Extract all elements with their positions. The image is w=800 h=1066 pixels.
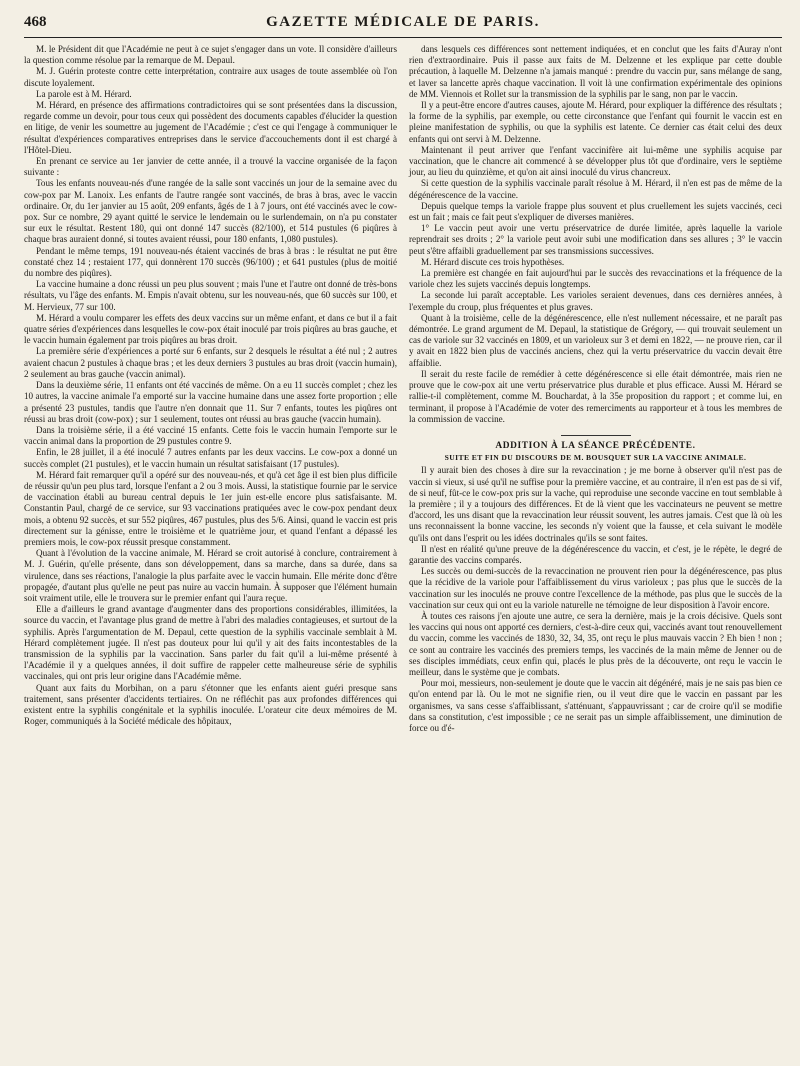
paragraph: Quant à la troisième, celle de la dégénérescence, elle n'est nullement nécessaire, et ne paraît pas démontrée. Le grand argument de M. Depaul, la statistique de Grégory, — qui trouvait seulement un cas de variole sur 32 vaccinés en 1809, et un varioleux sur 3 et demi en 1822, — ne prouve rien, car il y avait en 1822 bien plus de vaccinés anciens, chez qui la vertu préservatrice du vaccin devait être affaiblie. xyxy=(409,312,782,368)
paragraph: Il y a peut-être encore d'autres causes, ajoute M. Hérard, pour expliquer la différence des résultats ; la forme de la syphilis, par exemple, ou cette circonstance que l'enfant qui fournit le vaccin est en pleine manifestation de syphilis, ou que la syphilis est latente. Ce dernier cas était celui des deux enfants qui ont servi à M. Delzenne. xyxy=(409,100,782,144)
paragraph: La parole est à M. Hérard. xyxy=(36,88,132,99)
paragraph: Enfin, le 28 juillet, il a été inoculé 7 autres enfants par les deux vaccins. Le cow-pox a donné un succès complet (21 pustules), et le vaccin humain un résultat satisfaisant (17 pustules). xyxy=(24,447,397,469)
addition-text xyxy=(409,465,782,734)
page-header xyxy=(24,14,782,38)
paragraph: Maintenant il peut arriver que l'enfant vaccinifère ait lui-même une syphilis acquise par vaccination, que le chancre ait commencé à se développer plus tôt que d'ordinaire, vers le septième jour, au lieu du quinzième, et qu'on ait ainsi inoculé du virus chancreux. xyxy=(409,144,782,178)
left-column xyxy=(24,44,397,734)
paragraph: M. le Président dit que l'Académie ne peut à ce sujet s'engager dans un vote. Il considère d'ailleurs la question comme résolue par la remarque de M. Depaul. xyxy=(24,44,397,66)
paragraph: Quant aux faits du Morbihan, on a paru s'étonner que les enfants aient guéri presque sans traitement, sans présenter d'accidents tertiaires. On ne réfléchit pas aux profondes différences qui existent entre la syphilis congénitale et la syphilis inoculée. L'orateur cite deux mémoires de M. Roger, communiqués à la Société médicale des hôpitaux, xyxy=(24,682,397,727)
paragraph: Pour moi, messieurs, non-seulement je doute que le vaccin ait dégénéré, mais je ne sais pas bien ce qu'on entend par là. Ou le mot ne signifie rien, ou il veut dire que le vaccin en passant par les organismes, va sans cesse s'affaiblissant, s'atténuant, s'appauvrissant ; car de croire qu'il se modifie dans sa constitution, c'est impossible ; ce ne serait pas un simple affaiblissement, une diminution de force ou d'é- xyxy=(409,678,782,733)
right-column xyxy=(409,44,782,734)
section-divider xyxy=(561,435,631,436)
paragraph: La première série d'expériences a porté sur 6 enfants, sur 2 desquels le résultat a été nul ; 2 autres avaient chacun 2 pustules à chaque bras ; et les deux derniers 3 pustules au bras droit (vaccin humain), 2 seulement au bras gauche (vaccin animal). xyxy=(24,346,397,379)
paragraph: M. Hérard fait remarquer qu'il a opéré sur des nouveau-nés, et qu'à cet âge il est bien plus difficile de réussir qu'un peu plus tard, lorsque l'enfant a 2 ou 3 mois. Aussi, la statistique fournie par le service de vaccination établi au bureau central depuis le 1er juin est-elle encore plus satisfaisante. M. Constantin Paul, chargé de ce service, sur 93 vaccinations pratiquées avec le cow-pox pendant deux mois, a obtenu 92 succès, et sur 552 piqûres, 467 pustules, plus des 5/6. Ainsi, quand le vaccin est pris directement sur la génisse, entre le troisième et le quatrième jour, et quand l'enfant a dépassé les premiers mois, le cow-pox réussit presque constamment. xyxy=(24,469,397,547)
paragraph: M. Hérard discute ces trois hypothèses. xyxy=(421,256,565,267)
paragraph: Il serait du reste facile de remédier à cette dégénérescence si elle était démontrée, mais rien ne prouve que le cow-pox ait une vertu préservatrice plus durable et plus efficace. Aussi M. Hérard se rallie-t-il complètement, comme M. Bouchardat, à la 35e proposition du rapport ; et comme lui, en terminant, il propose à l'Académie de voter des remerciments au rapporteur et à tous les membres de la commission de vaccine. xyxy=(409,368,782,424)
paragraph: Elle a d'ailleurs le grand avantage d'augmenter dans des proportions considérables, illimitées, la source du vaccin, et l'avantage plus grand de mettre à l'abri des maladies contagieuses, et surtout de la syphilis. Après l'argumentation de M. Depaul, cette question de la syphilis vaccinale semblait à M. Hérard complètement jugée. Il n'est pas douteux pour lui qu'il y ait des faits incontestables de la transmission de la syphilis par la vaccination. Sans parler du fait qu'il a lui-même présenté à l'Académie il y a quelques années, il doit suffire de rappeler cette malheureuse série de syphilis vaccinales, qui ont pris leur origine dans l'Académie même. xyxy=(24,604,397,682)
addition-section-header xyxy=(409,435,782,463)
paragraph: La seconde lui paraît acceptable. Les varioles seraient devenues, dans ces dernières années, à l'exemple du croup, plus fréquentes et plus graves. xyxy=(409,290,782,312)
page-number: 468 xyxy=(24,14,47,30)
paragraph: Si cette question de la syphilis vaccinale paraît résolue à M. Hérard, il n'en est pas de même de la dégénérescence de la vaccine. xyxy=(409,178,782,200)
paragraph: Les succès ou demi-succès de la revaccination ne prouvent rien pour la dégénérescence, pas plus que la récidive de la variole pour l'affaiblissement du virus varioleux ; pas plus que le succès de la vaccination sur les inoculés ne prouve contre l'excellence de la méthode, pas plus que le succès de la vaccination sur ceux qui ont eu la variole naturelle ne témoigne de leur disposition à l'avoir encore. xyxy=(409,566,782,610)
paragraph: Dans la deuxième série, 11 enfants ont été vaccinés de même. On a eu 11 succès complet ; chez les 10 autres, la vaccine animale l'a emporté sur la vaccine humaine dans une assez forte proportion ; elle a présenté 23 pustules, tandis que l'autre n'en donnait que 11. Sur 7 enfants, toutes les piqûres ont réussi au bras droit (cow-pox) ; sur 1 seulement, toutes ont réussi au bras gauche (vaccin humain). xyxy=(24,380,397,424)
paragraph: M. Hérard, en présence des affirmations contradictoires qui se sont présentées dans la discussion, regarde comme un devoir, pour tous ceux qui possèdent des documents capables d'élucider la question en litige, de venir les soumettre au jugement de l'Académie ; c'est ce qui l'engage à communiquer le résultat d'expériences comparatives entreprises dans le service d'accouchements dont il est chargé à l'Hôtel-Dieu. xyxy=(24,100,397,155)
paragraph: La vaccine humaine a donc réussi un peu plus souvent ; mais l'une et l'autre ont donné de très-bons résultats, vu l'âge des enfants. M. Empis n'avait obtenu, sur les nouveau-nés, que 60 succès sur 100, et M. Hervieux, 77 sur 100. xyxy=(24,279,397,312)
paragraph: M. J. Guérin proteste contre cette interprétation, contraire aux usages de toute assemblée où l'on discute loyalement. xyxy=(24,66,397,88)
addition-title: ADDITION À LA SÉANCE PRÉCÉDENTE. xyxy=(495,440,696,451)
right-column-text xyxy=(409,44,782,425)
journal-title: GAZETTE MÉDICALE DE PARIS. xyxy=(266,14,540,30)
paragraph: À toutes ces raisons j'en ajoute une autre, ce sera la dernière, mais je la crois décisive. Quels sont les vaccins qui nous ont apporté ces derniers, c'est-à-dire ceux qui, vaccinés avant tout renouvellement du vaccin, comme les vaccinés de 1830, 32, 34, 35, ont reçu le plus mauvais vaccin ? Eh bien ! non ; ce sont au contraire les vaccinés des premiers temps, les vaccinés de la main même de Jenner ou de ses disciples immédiats, ceux enfin qui, placés le plus près de la découverte, ont reçu le vaccin le meilleur, dans le système que je combats. xyxy=(409,610,782,677)
paragraph: Dans la troisième série, il a été vacciné 15 enfants. Cette fois le vaccin humain l'emporte sur le vaccin animal dans la proportion de 29 pustules contre 9. xyxy=(24,424,397,447)
paragraph: M. Hérard a voulu comparer les effets des deux vaccins sur un même enfant, et dans ce but il a fait quatre séries d'expériences dans lesquelles le cow-pox était inoculé par trois piqûres au bras gauche, et le vaccin humain également par trois piqûres au bras droit. xyxy=(24,312,397,346)
paragraph: Pendant le même temps, 191 nouveau-nés étaient vaccinés de bras à bras : le résultat ne put être constaté chez 14 ; restaient 177, qui donnèrent 170 succès (96/100) ; et 641 pustules (plus de moitié du nombre des piqûres). xyxy=(24,245,397,279)
paragraph: En prenant ce service au 1er janvier de cette année, il a trouvé la vaccine organisée de la façon suivante : xyxy=(24,156,397,178)
article-columns xyxy=(24,44,782,734)
paragraph: Tous les enfants nouveau-nés d'une rangée de la salle sont vaccinés un jour de la semaine avec du cow-pox par M. Lanoix. Les enfants de l'autre rangée sont vaccinés, de bras à bras, avec le vaccin ordinaire. Or, du 1er janvier au 15 août, 209 enfants, âgés de 1 à 7 jours, ont été vaccinés avec le cow-pox. Sur ce nombre, 29 ayant quitté le service le lendemain ou le surlendemain, on n'a pu constater sur eux le résultat. Restent 180, qui ont donné 147 succès (82/100), et 514 pustules (6 piqûres à chaque bras auraient donné, si toutes avaient réussi, pour 180 enfants, 1,080 pustules). xyxy=(24,178,397,245)
paragraph: Il n'est en réalité qu'une preuve de la dégénérescence du vaccin, et c'est, je le répète, le degré de garantie des vaccins comparés. xyxy=(409,543,782,565)
paragraph: La première est changée en fait aujourd'hui par le succès des revaccinations et la fréquence de la variole chez les sujets vaccinés depuis longtemps. xyxy=(409,268,782,290)
paragraph: Quant à l'évolution de la vaccine animale, M. Hérard se croit autorisé à conclure, contrairement à M. J. Guérin, qu'elle présente, dans son développement, dans sa marche, dans sa durée, dans sa virulence, dans ses réactions, l'analogie la plus parfaite avec le vaccin humain. Elle mérite donc d'être propagée, d'autant plus qu'elle ne peut pas nuire au vaccin humain. À supposer que l'élément humain soit vraiment utile, elle le trouvera sur le premier enfant qui l'aura reçue. xyxy=(24,548,397,603)
paragraph: Depuis quelque temps la variole frappe plus souvent et plus cruellement les sujets vaccinés, ceci est un fait ; mais ce fait peut s'expliquer de diverses manières. xyxy=(409,200,782,223)
paragraph: dans lesquels ces différences sont nettement indiquées, et en conclut que les faits d'Auray n'ont rien d'extraordinaire. Puis il passe aux faits de M. Delzenne et les explique par cette double précaution, à laquelle M. Delzenne n'a jamais manqué : prendre du vaccin pur, sans mélange de sang, et laver sa lancette après chaque vaccination. Il voit là une confirmation expérimentale des opinions de MM. Viennois et Rollet sur la transmission de la syphilis par le sang, non par le vaccin. xyxy=(409,44,782,99)
addition-subtitle: SUITE ET FIN DU DISCOURS DE M. BOUSQUET SUR LA VACCINE ANIMALE. xyxy=(444,453,747,463)
paragraph: 1° Le vaccin peut avoir une vertu préservatrice de durée limitée, après laquelle la variole reprendrait ses droits ; 2° la variole peut avoir subi une modification dans ses allures ; 3° le vaccin peut s'être affaibli graduellement par ses transmissions successives. xyxy=(409,223,782,256)
paragraph: Il y aurait bien des choses à dire sur la revaccination ; je me borne à observer qu'il n'est pas de vaccin si vieux, si usé qu'il ne suffise pour la première vaccine, et au contraire, il n'en est pas de si vif, de si neuf, fût-ce le cow-pox pris sur la vache, qui reproduise une seconde vaccine en tout semblable à la première ; il y a toujours des différences. Et de là vient que les vaccinateurs ne peuvent se mettre d'accord, les uns disant que la revaccination leur réussit souvent, les autres jamais. C'est que là où les uns reconnaissent la bonne vaccine, les seconds n'y voient que la fausse, et cela suivant le modèle qu'ils ont dans l'esprit ou les idées doctrinales qu'ils se sont faites. xyxy=(409,465,782,543)
